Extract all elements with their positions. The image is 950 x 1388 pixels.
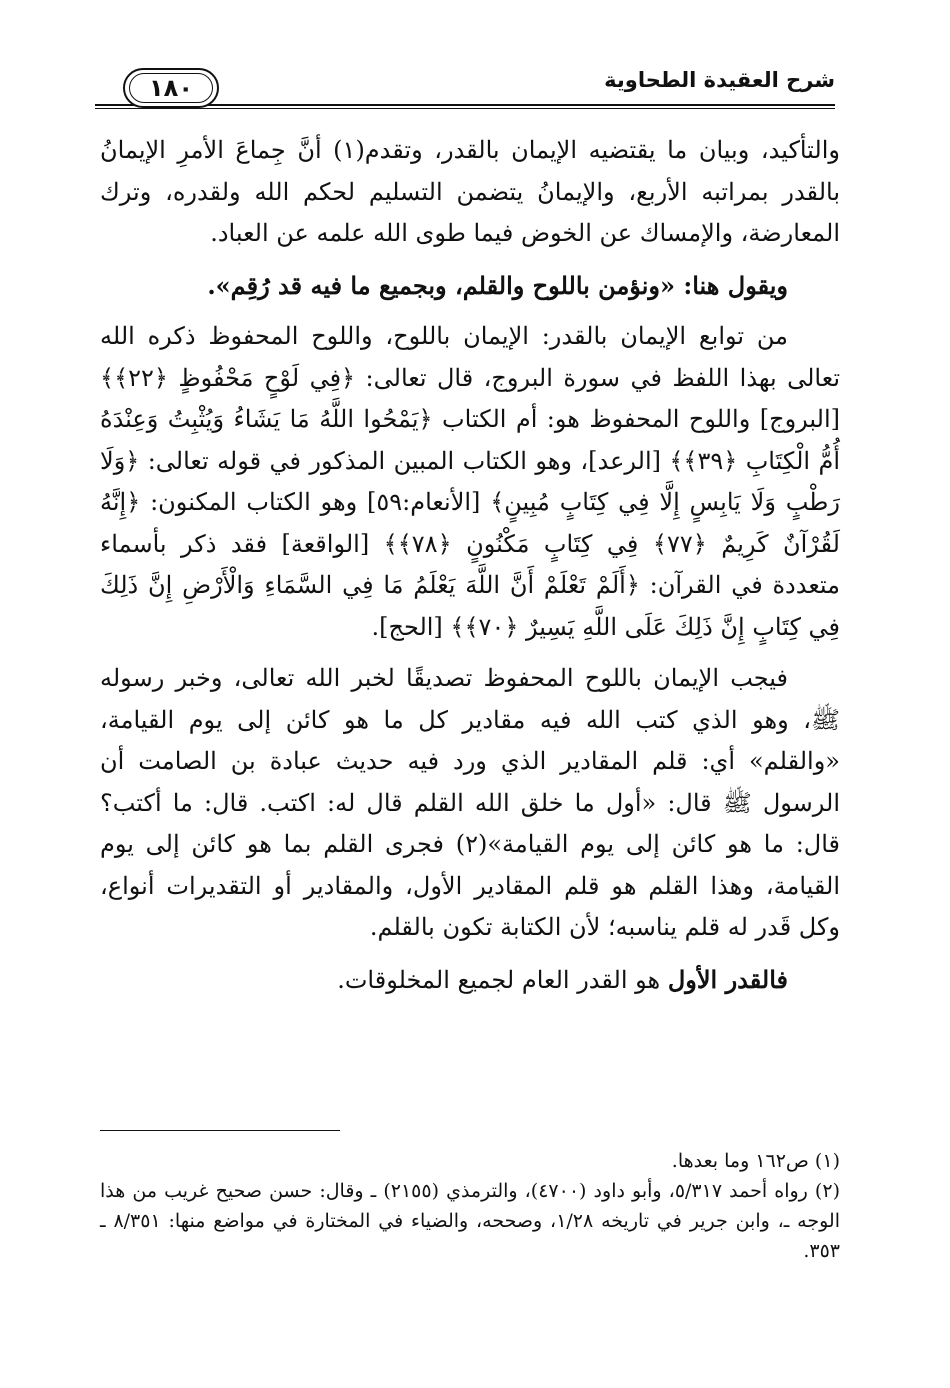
paragraph: فيجب الإيمان باللوح المحفوظ تصديقًا لخبر الله تعالى، وخبر رسوله ﷺ، وهو الذي كتب الله فيه مقادير كل ما هو كائن إلى يوم القيامة، «والقلم» أي: قلم المقادير الذي ورد فيه حديث عبادة بن الصامت أن الرسول ﷺ قال: «أول ما خلق الله القلم قال له: اكتب. قال: ما أكتب؟ قال: ما هو كائن إلى يوم القيامة»(٢) فجرى القلم بما هو كائن إلى يوم القيامة، وهذا القلم هو قلم المقادير الأول، والمقادير أو التقديرات أنواع، وكل قَدر له قلم يناسبه؛ لأن الكتابة تكون بالقلم.: [100, 664, 840, 941]
main-text: [100, 130, 840, 1001]
book-title: شرح العقيدة الطحاوية: [604, 68, 835, 92]
paragraph-final: [100, 959, 840, 1002]
bold-phrase: فالقدر الأول: [667, 964, 788, 994]
footnote: (٢) رواه أحمد ٥/٣١٧، وأبو داود (٤٧٠٠)، والترمذي (٢١٥٥) ـ وقال: حسن صحيح غريب من هذا الوجه ـ، وابن جرير في تاريخه ١/٢٨، وصححه، والضياء في المختارة في مواضع منها: ٨/٣٥١ ـ ٣٥٣.: [100, 1180, 840, 1262]
page-header: [95, 60, 835, 110]
final-text: هو القدر العام لجميع المخلوقات.: [337, 965, 668, 994]
footnote: (١) ص١٦٢ وما بعدها.: [671, 1150, 840, 1172]
paragraph: والتأكيد، وبيان ما يقتضيه الإيمان بالقدر، وتقدم(١) أنَّ جِماعَ الأمرِ الإيمانُ بالقدر بمراتبه الأربع، والإيمانُ يتضمن التسليم لحكم الله ولقدره، وترك المعارضة، والإمساك عن الخوض فيما طوى الله علمه عن العباد.: [100, 136, 840, 247]
header-rule-thin: [95, 108, 835, 109]
page-number: ١٨٠: [123, 68, 219, 108]
paragraph: من توابع الإيمان بالقدر: الإيمان باللوح، واللوح المحفوظ ذكره الله تعالى بهذا اللفظ في سورة البروج، قال تعالى: ﴿فِي لَوْحٍ مَحْفُوظٍ ﴿٢٢﴾﴾ [البروج] واللوح المحفوظ هو: أم الكتاب ﴿يَمْحُوا اللَّهُ مَا يَشَاءُ وَيُثْبِتُ وَعِنْدَهُ أُمُّ الْكِتَابِ ﴿٣٩﴾﴾ [الرعد]، وهو الكتاب المبين المذكور في قوله تعالى: ﴿وَلَا رَطْبٍ وَلَا يَابِسٍ إِلَّا فِي كِتَابٍ مُبِينٍ﴾ [الأنعام:٥٩] وهو الكتاب المكنون: ﴿إِنَّهُ لَقُرْآنٌ كَرِيمٌ ﴿٧٧﴾ فِي كِتَابٍ مَكْنُونٍ ﴿٧٨﴾﴾ [الواقعة] فقد ذكر بأسماء متعددة في القرآن: ﴿أَلَمْ تَعْلَمْ أَنَّ اللَّهَ يَعْلَمُ مَا فِي السَّمَاءِ وَالْأَرْضِ إِنَّ ذَلِكَ فِي كِتَابٍ إِنَّ ذَلِكَ عَلَى اللَّهِ يَسِيرٌ ﴿٧٠﴾﴾ [الحج].: [100, 322, 840, 641]
quoted-creed-line: ويقول هنا: «ونؤمن باللوح والقلم، وبجميع ما فيه قد رُقِم».: [207, 270, 788, 300]
footnotes: [100, 1146, 840, 1266]
footnote-separator: [100, 1130, 340, 1131]
